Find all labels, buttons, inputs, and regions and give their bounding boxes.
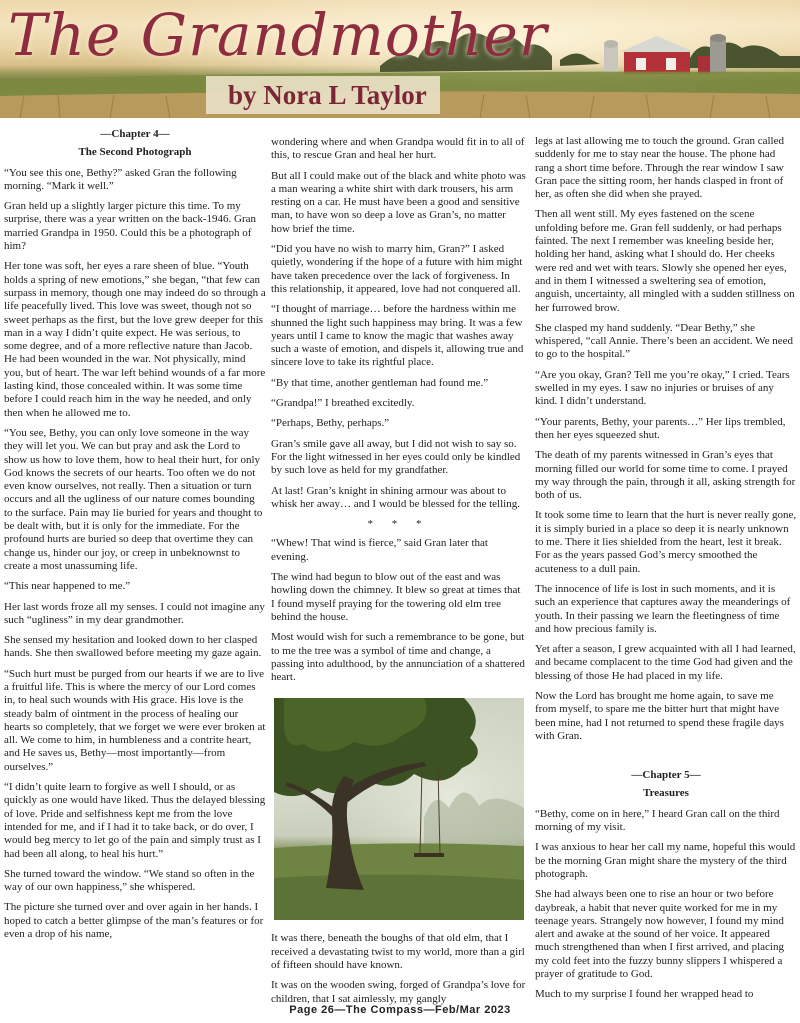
paragraph: Gran held up a slightly larger picture this time. To my surprise, there was a year written on the back-1946. Gran married Grandpa in 1950. Could this be a photograph of him? — [4, 200, 256, 253]
paragraph: She turned toward the window. “We stand so often in the way of our own happiness,” she whispered. — [4, 867, 255, 894]
paragraph: “Your parents, Bethy, your parents…” Her lips trembled, then her eyes squeezed shut. — [535, 415, 786, 441]
column-1 — [4, 128, 266, 948]
header-banner — [0, 0, 800, 118]
paragraph: “Grandpa!” I breathed excitedly. — [271, 397, 415, 410]
column-3 — [535, 135, 797, 1009]
paragraph: Now the Lord has brought me home again, to save me from myself, to spare me the bitter hurt that might have been mine, had I not returned to spend these fragile days with Gran. — [535, 689, 784, 742]
article-title: The Grandmother — [8, 1, 548, 69]
paragraph: Yet after a season, I grew acquainted with all I had learned, and became complacent to the time God had given and the blessing of those He had placed in my life. — [535, 643, 796, 682]
paragraph: But all I could make out of the black and white photo was a man wearing a white shirt with dark trousers, his arm resting on a car. He must have been a good and sensitive man, to have won so deep a love as Gran’s, no matter how brief the time. — [271, 169, 526, 235]
chapter-5-subtitle: Treasures — [643, 787, 689, 800]
paragraph: “Did you have no wish to marry him, Gran?” I asked quietly, wondering if the hope of a future with him might have taken precedence over the lack of forgiveness. In this relationship, it appeared, love had not conquered all. — [271, 243, 523, 295]
paragraph: “I didn’t quite learn to forgive as well I should, or as quickly as one would have liked. Thus the delayed blessing of love. Pride and selfishness kept me from the love intended for me, and if I had it to take back, or do over, I would beg mercy to let go of the pain and simply trust as I had been all along, to heal his hurt.” — [4, 781, 266, 860]
paragraph: “This near happened to me.” — [4, 580, 131, 593]
column-2 — [271, 136, 526, 1013]
page-footer: Page 26—The Compass—Feb/Mar 2023 — [289, 1004, 511, 1016]
paragraph: The wind had begun to blow out of the east and was howling down the chimney. It blew so great at times that I found myself praying for the towering old elm tree behind the house. — [271, 571, 521, 623]
paragraph: The death of my parents witnessed in Gran’s eyes that morning filled our world for some time to come. I prayed my way through the pain, through it all, asking strength for both of us. — [535, 449, 796, 502]
paragraph: Gran’s smile gave all away, but I did not wish to say so. For the light witnessed in her eyes could only be kindled by such love as held for my grandfather. — [271, 437, 521, 477]
elm-tree-swing-photo — [274, 698, 524, 920]
paragraph: It was on the wooden swing, forged of Grandpa’s love for children, that I sat aimlessly, my gangly — [271, 979, 526, 1005]
paragraph: She clasped my hand suddenly. “Dear Bethy,” she whispered, “call Annie. There’s been an accident. We need to go to the hospital.” — [535, 321, 794, 361]
paragraph: The innocence of life is lost in such moments, and it is such an experience that captures away the meanderings of youth. In their passing we learn the fleetingness of time and how precious family is. — [535, 582, 791, 635]
paragraph: “Such hurt must be purged from our hearts if we are to live a fruitful life. This is where the mercy of our Lord comes in, to heal such wounds with His grace. His love is the steady balm of ointment in the process of healing our hearts so completely, that we forget we were ever broken at all. We come to him, in humbleness and a contrite heart, and He saves us, Bethy—most importantly—from ourselves.” — [4, 667, 266, 773]
paragraph: The picture she turned over and over again in her hands. I hoped to catch a better glimpse of the man’s features or for even a drop of his name, — [4, 901, 264, 941]
paragraph: “Perhaps, Bethy, perhaps.” — [271, 417, 390, 430]
paragraph: She sensed my hesitation and looked down to her clasped hands. She then swallowed before meeting my gaze again. — [4, 634, 262, 660]
paragraph: “You see, Bethy, you can only love someone in the way they will let you. We can but pray and ask the Lord to show us how to love them, how to heal their hurt, for only God knows the secrets of our hearts. Too often we do not even know ourselves, not really. Then a situation or turn occurs and all the ugliness of our nature comes bounding to the surface. Pain may lie buried for years and thought to be dealt with, but it is only for the immediate. For the profound hurts are buried so deep that overtime they can change us, hinder our joy, or creep in unbeknownst to create a most unassuming life. — [4, 426, 263, 572]
chapter-4-subtitle: The Second Photograph — [78, 146, 192, 159]
paragraph: “You see this one, Bethy?” asked Gran the following morning. “Mark it well.” — [4, 166, 237, 192]
scene-break: * * * — [367, 518, 430, 531]
paragraph: I was anxious to hear her call my name, hopeful this would be the morning Gran might share the mystery of the third photograph. — [535, 841, 796, 880]
paragraph: legs at last allowing me to touch the ground. Gran called suddenly for me to stay near the house. The phone had rang a short time before. Through the rear window I saw Gran pace the sitting room, her hands clasped in front of her, as often she did when she prayed. — [535, 135, 784, 201]
article-byline: by Nora L Taylor — [228, 80, 427, 110]
paragraph: “By that time, another gentleman had found me.” — [271, 376, 489, 389]
paragraph: wondering where and when Grandpa would fit in to all of this, to rescue Gran and heal her hurt. — [271, 136, 525, 162]
paragraph: “Bethy, come on in here,” I heard Gran call on the third morning of my visit. — [535, 807, 780, 834]
paragraph: It was there, beneath the boughs of that old elm, that I received a devastating twist to my world, more than a girl of fifteen should have known. — [271, 932, 525, 971]
paragraph: “Are you okay, Gran? Tell me you’re okay,” I cried. Tears swelled in my eyes. I saw no injuries or bruises of any kind. I didn’t understand. — [535, 368, 790, 408]
paragraph: She had always been one to rise an hour or two before daybreak, a habit that never quite worked for me in my teenage years. Strangely now however, I found my mind alert and awake at the sound of her voice. It appeared much strengthened than when I first arrived, and placing my cold feet into the fuzzy bunny slippers I whispered a prayer of gratitude to God. — [535, 888, 784, 981]
paragraph: It took some time to learn that the hurt is never really gone, it is simply buried in a place so deep it is nearly unknown to me. There it lies shielded from the heart, lest it break. For as the years passed God’s mercy smoothed the acuteness to a dull pain. — [535, 509, 797, 575]
paragraph: At last! Gran’s knight in shining armour was about to whisk her away… and I would be blessed for the telling. — [271, 484, 520, 510]
paragraph: “Whew! That wind is fierce,” said Gran later that evening. — [271, 537, 488, 563]
paragraph: Then all went still. My eyes fastened on the scene unfolding before me. Gran fell suddenly, or had perhaps fainted. The next I remember was kneeling beside her, holding her hand, asking what I should do. Her cheeks were red and wet with tears. Slowly she opened her eyes, and in them I witnessed a sweltering sea of emotion, anguish, uncertainty, all mingled with a sudden stillness on her furrowed brow. — [535, 208, 795, 314]
chapter-5-heading: —Chapter 5— — [631, 769, 701, 782]
paragraph: “I thought of marriage… before the hardness within me shunned the light such happiness may bring. It was a few years until I came to know the magic that washes away such a waste of emotion, and dispels it, allowing true and sincere love to take its rightful place. — [271, 303, 524, 369]
paragraph: Most would wish for such a remembrance to be gone, but to me the tree was a symbol of time and change, a passing into adulthood, by the annunciation of a shattered heart. — [271, 631, 525, 684]
chapter-4-heading: —Chapter 4— — [100, 128, 170, 140]
paragraph: Her tone was soft, her eyes a rare sheen of blue. “Youth holds a spring of new emotions,” she began, “that few can surpass in memory, though one may indeed do so through a life peacefully lived. This love was sweet, though not so sweet perhaps as the first, but the love grew deeper for this man in a way I didn’t quite expect. He was serious, to some degree, and of a more reflective nature than Jacob. He had been wounded in the war. Not physically, mind you, but of heart. The war left behind wounds of a far more lasting kind, those concealed within. It was some time before I could reach him in the way he needed, and only then when he allowed me to. — [4, 260, 266, 419]
paragraph: Her last words froze all my senses. I could not imagine any such “ugliness” in my dear grandmother. — [4, 600, 265, 626]
paragraph: Much to my surprise I found her wrapped head to — [535, 988, 754, 1001]
